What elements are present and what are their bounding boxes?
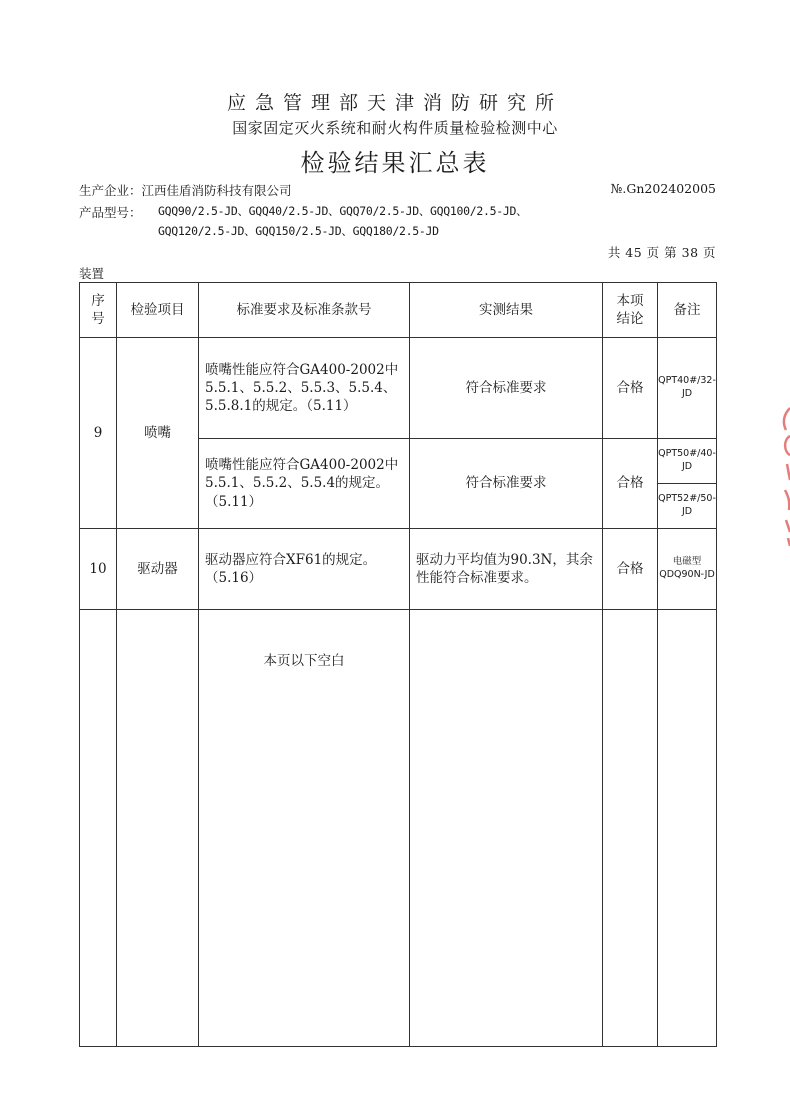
report-number: №.Gn202402005: [610, 181, 716, 196]
header-item: 检验项目: [117, 283, 199, 338]
table-row: [80, 338, 717, 439]
header-standard: 标准要求及标准条款号: [199, 283, 410, 338]
row10-item: 驱动器: [117, 529, 199, 610]
manufacturer-line: [79, 181, 292, 199]
header-remark: 备注: [658, 283, 717, 338]
header-result: 实测结果: [410, 283, 603, 338]
row10-seq: 10: [80, 529, 117, 610]
row9a-standard: 喷嘴性能应符合GA400-2002中5.5.1、5.5.2、5.5.3、5.5.4、5.5.8.1的规定。（5.11）: [199, 338, 410, 439]
org-name-line1: 应急管理部天津消防研究所: [226, 92, 563, 114]
blank-row: [80, 610, 717, 1047]
row10-result: 驱动力平均值为90.3N，其余性能符合标准要求。: [410, 529, 603, 610]
section-label: 装置: [79, 266, 105, 281]
row9-item: 喷嘴: [117, 338, 199, 529]
header-verdict: 本项 结论: [603, 283, 658, 338]
row9a-remark: QPT40#/32-JD: [658, 338, 717, 439]
manufacturer-label: 生产企业：: [79, 183, 142, 198]
results-table: [79, 282, 717, 1047]
model-label: 产品型号：: [79, 205, 142, 220]
row10-verdict: 合格: [603, 529, 658, 610]
header-seq: 序 号: [80, 283, 117, 338]
model-line1: GQQ90/2.5-JD、GQQ40/2.5-JD、GQQ70/2.5-JD、GQQ100/2.5-JD、: [158, 204, 528, 218]
table-row: [80, 529, 717, 610]
doc-title: 检验结果汇总表: [300, 149, 490, 177]
page-info: 共 45 页 第 38 页: [607, 245, 716, 260]
org-name-line2: 国家固定灭火系统和耐火构件质量检验检测中心: [232, 119, 558, 137]
row10-standard: 驱动器应符合XF61的规定。（5.16）: [199, 529, 410, 610]
row9b-remark2: QPT52#/50-JD: [658, 484, 717, 529]
manufacturer-value: 江西佳盾消防科技有限公司: [141, 183, 292, 198]
row9b-standard: 喷嘴性能应符合GA400-2002中5.5.1、5.5.2、5.5.4的规定。（5.11）: [199, 439, 410, 529]
row9b-result: 符合标准要求: [410, 439, 603, 529]
row9a-verdict: 合格: [603, 338, 658, 439]
row10-remark: 电磁型QDQ90N-JD: [658, 529, 717, 610]
row9b-remark1: QPT50#/40-JD: [658, 439, 717, 484]
row9b-verdict: 合格: [603, 439, 658, 529]
red-seal-fragment: [776, 400, 790, 550]
header-row: [80, 283, 717, 338]
row9-seq: 9: [80, 338, 117, 529]
model-line2: GQQ120/2.5-JD、GQQ150/2.5-JD、GQQ180/2.5-JD: [158, 224, 439, 238]
blank-note: 本页以下空白: [199, 610, 410, 1047]
row9a-result: 符合标准要求: [410, 338, 603, 439]
